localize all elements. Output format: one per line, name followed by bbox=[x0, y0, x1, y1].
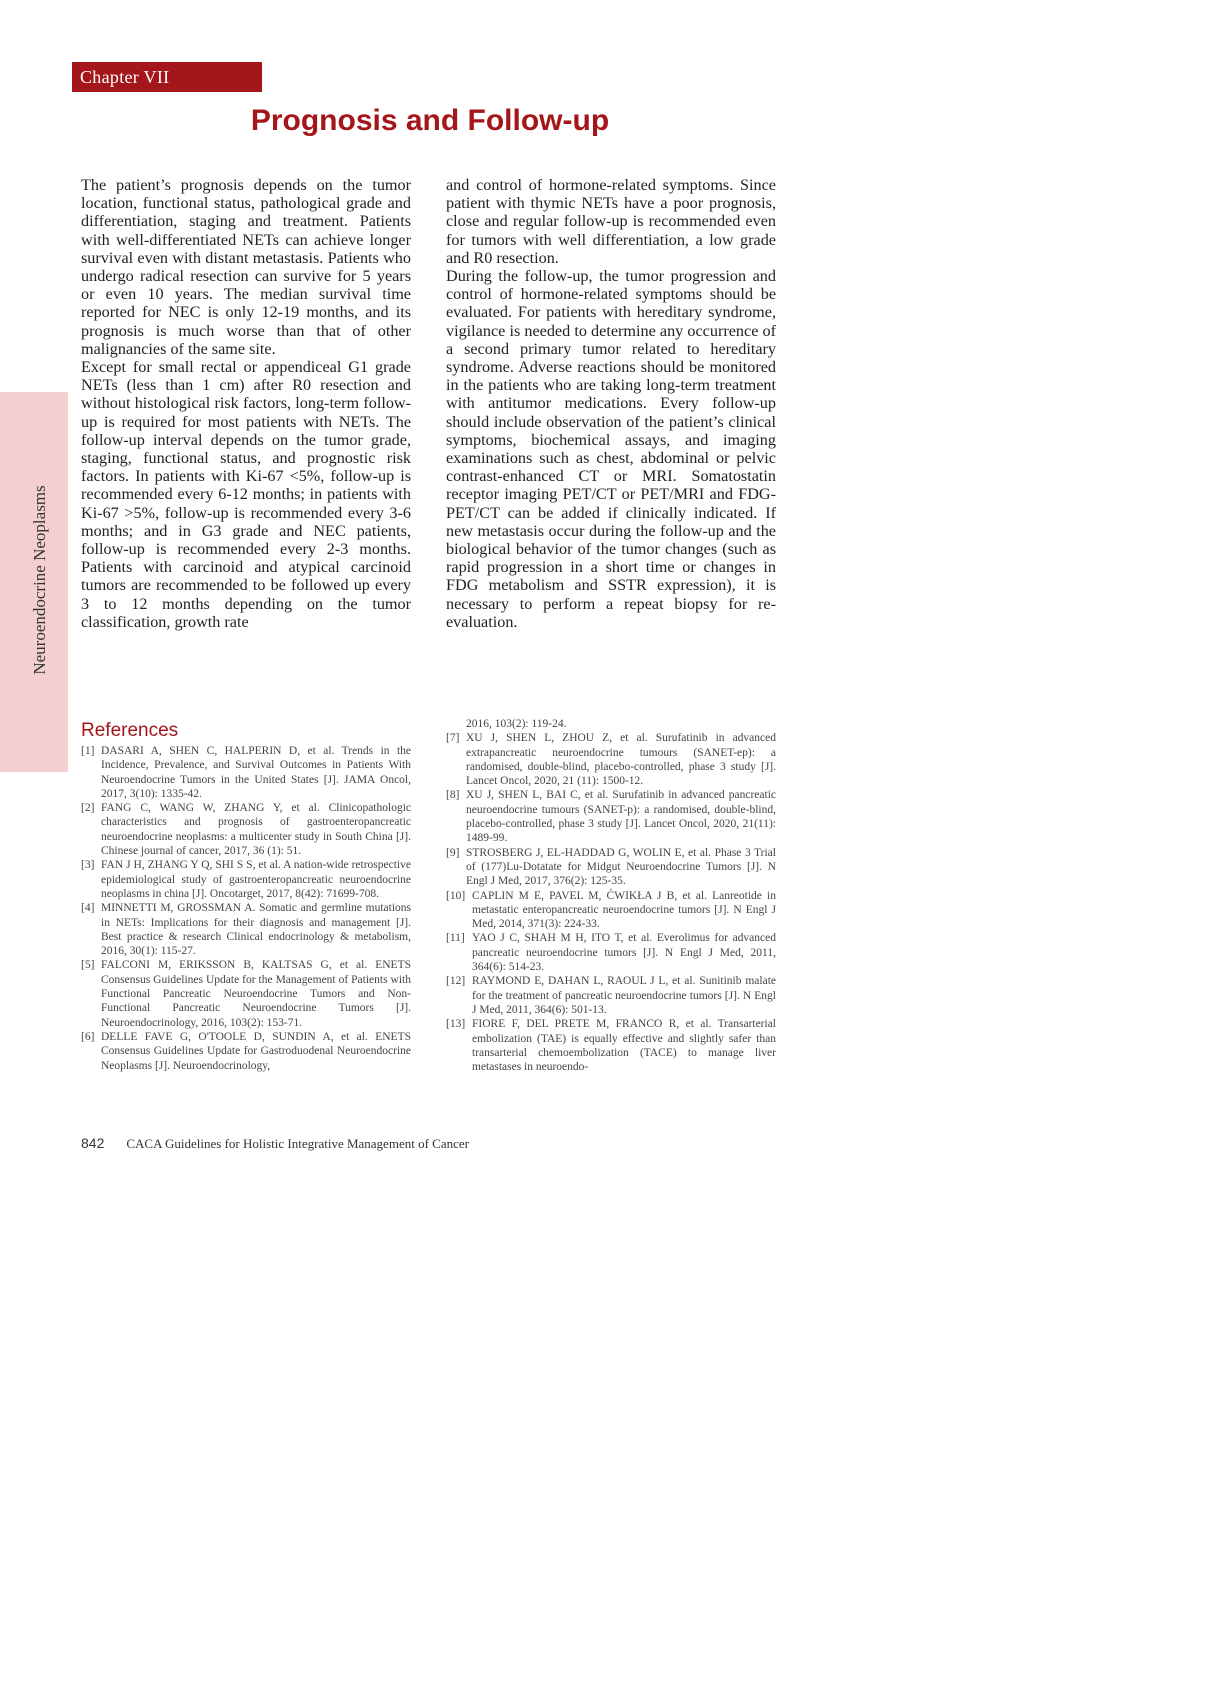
body-column-right bbox=[446, 176, 776, 631]
reference-text: RAYMOND E, DAHAN L, RAOUL J L, et al. Sunitinib malate for the treatment of pancreatic neuroendocrine tumors [J]. N Engl J Med, 2011, 364(6): 501-13. bbox=[472, 975, 776, 1016]
reference-text: DASARI A, SHEN C, HALPERIN D, et al. Trends in the Incidence, Prevalence, and Survival Outcomes in Patients With Neuroendocrine Tumors in the United States [J]. JAMA Oncol, 2017, 3(10): 1335-42. bbox=[101, 745, 411, 800]
reference-number: [13] bbox=[446, 1018, 466, 1031]
references-list-left bbox=[81, 744, 411, 1073]
reference-text: XU J, SHEN L, BAI C, et al. Surufatinib in advanced pancreatic neuroendocrine tumours (SANET-p): a randomised, double-blind, placebo-controlled, phase 3 study [J]. Lancet Oncol, 2020, 21(11): 1489-99. bbox=[466, 789, 776, 845]
reference-item bbox=[446, 1017, 776, 1074]
reference-text: FAN J H, ZHANG Y Q, SHI S S, et al. A nation-wide retrospective epidemiological study of gastroenteropancreatic neuroendocrine neoplasms in china [J]. Oncotarget, 2017, 8(42): 71699-708. bbox=[101, 859, 411, 900]
reference-item bbox=[81, 744, 411, 801]
reference-item bbox=[81, 858, 411, 901]
reference-number: [2] bbox=[81, 802, 95, 815]
page-number: 842 bbox=[81, 1135, 105, 1151]
reference-item bbox=[446, 788, 776, 845]
body-paragraph: During the follow-up, the tumor progression and control of hormone-related symptoms should be evaluated. For patients with hereditary syndrome, vigilance is needed to determine any occurrence of a second primary tumor related to hereditary syndrome. Adverse reactions should be monitored in the patients who are taking long-term treatment with antitumor medications. Every follow-up should include observation of the patient’s clinical symptoms, biochemical assays, and imaging examinations such as chest, abdominal or pelvic contrast-enhanced CT or MRI. Somatostatin receptor imaging PET/CT or PET/MRI and FDG-PET/CT can be added if clinically indicated. If new metastasis occur during the follow-up and the biological behavior of the tumor changes (such as rapid progression in a short time or changes in FDG metabolism and SSTR expression), it is necessary to perform a repeat biopsy for re-evaluation. bbox=[446, 267, 776, 631]
reference-number: [1] bbox=[81, 745, 95, 757]
page-title: Prognosis and Follow-up bbox=[250, 104, 610, 137]
body-paragraph: Except for small rectal or appendiceal G1 grade NETs (less than 1 cm) after R0 resection and without histological risk factors, long-term follow-up is required for most patients with NETs. The follow-up interval depends on the tumor grade, staging, functional status, and prognostic risk factors. In patients with Ki-67 <5%, follow-up is recommended every 6-12 months; in patients with Ki-67 >5%, follow-up is recommended every 3-6 months; and in G3 grade and NEC patients, follow-up is recommended every 2-3 months. Patients with carcinoid and atypical carcinoid tumors are recommended to be followed up every 3 to 12 months depending on the tumor classification, growth rate bbox=[81, 358, 411, 631]
reference-item bbox=[446, 974, 776, 1017]
body-paragraph: and control of hormone-related symptoms. Since patient with thymic NETs have a poor prognosis, close and regular follow-up is recommended even for tumors with well differentiation, a low grade and R0 resection. bbox=[446, 176, 776, 267]
reference-number: [12] bbox=[446, 975, 466, 988]
reference-number: [9] bbox=[446, 846, 460, 859]
reference-text: MINNETTI M, GROSSMAN A. Somatic and germline mutations in NETs: Implications for their diagnosis and management [J]. Best practice & research Clinical endocrinology & metabolism, 2016, 30(1): 115-27. bbox=[101, 902, 411, 958]
page-footer bbox=[81, 1135, 469, 1152]
reference-number: [5] bbox=[81, 959, 95, 972]
reference-text: CAPLIN M E, PAVEL M, ĆWIKŁA J B, et al. Lanreotide in metastatic enteropancreatic neuroendocrine tumors [J]. N Engl J Med, 2014, 371(3): 224-33. bbox=[472, 889, 776, 931]
reference-number: [8] bbox=[446, 789, 460, 802]
reference-continuation: 2016, 103(2): 119-24. bbox=[466, 718, 567, 730]
reference-number: [6] bbox=[81, 1030, 95, 1043]
reference-item bbox=[446, 731, 776, 788]
chapter-label: Chapter VII bbox=[72, 62, 262, 92]
reference-number: [7] bbox=[446, 732, 460, 745]
references-list-right bbox=[446, 717, 776, 1074]
reference-text: FALCONI M, ERIKSSON B, KALTSAS G, et al. ENETS Consensus Guidelines Update for the Management of Patients with Functional Pancreatic Neuroendocrine Tumors and Non-Functional Pancreatic Neuroendocrine Tumors [J]. Neuroendocrinology, 2016, 103(2): 153-71. bbox=[101, 959, 411, 1029]
reference-number: [3] bbox=[81, 859, 95, 872]
body-column-left bbox=[81, 176, 411, 631]
reference-number: [11] bbox=[446, 932, 465, 945]
reference-text: FANG C, WANG W, ZHANG Y, et al. Clinicopathologic characteristics and prognosis of gastroenteropancreatic neuroendocrine neoplasms: a multicenter study in South China [J]. Chinese journal of cancer, 2017, 36 (1): 51. bbox=[101, 802, 411, 858]
reference-item bbox=[446, 931, 776, 974]
reference-text: STROSBERG J, EL-HADDAD G, WOLIN E, et al. Phase 3 Trial of (177)Lu-Dotatate for Midgut Neuroendocrine Tumors [J]. N Engl J Med, 2017, 376(2): 125-35. bbox=[466, 846, 776, 888]
reference-item bbox=[446, 889, 776, 932]
reference-item bbox=[81, 958, 411, 1029]
body-paragraph: The patient’s prognosis depends on the tumor location, functional status, pathological grade and differentiation, staging and treatment. Patients with well-differentiated NETs can achieve longer survival even with distant metastasis. Patients who undergo radical resection can survive for 5 years or even 10 years. The median survival time reported for NEC is only 12-19 months, and its prognosis is much worse than that of other malignancies of the same site. bbox=[81, 176, 411, 358]
reference-text: XU J, SHEN L, ZHOU Z, et al. Surufatinib in advanced extrapancreatic neuroendocrine tumours (SANET-ep): a randomised, double-blind, placebo-controlled, phase 3 study [J]. Lancet Oncol, 2020, 21 (11): 1500-12. bbox=[466, 732, 776, 788]
book-title: CACA Guidelines for Holistic Integrative Management of Cancer bbox=[126, 1136, 469, 1151]
side-section-label: Neuroendocrine Neoplasms bbox=[30, 485, 49, 675]
reference-item bbox=[446, 846, 776, 889]
reference-text: DELLE FAVE G, O'TOOLE D, SUNDIN A, et al. ENETS Consensus Guidelines Update for Gastroduodenal Neuroendocrine Neoplasms [J]. Neuroendocrinology, bbox=[101, 1030, 411, 1072]
reference-item bbox=[81, 901, 411, 958]
references-heading: References bbox=[81, 720, 179, 741]
reference-item bbox=[81, 1030, 411, 1073]
reference-text: YAO J C, SHAH M H, ITO T, et al. Everolimus for advanced pancreatic neuroendocrine tumors [J]. N Engl J Med, 2011, 364(6): 514-23. bbox=[472, 932, 776, 974]
reference-number: [4] bbox=[81, 902, 95, 915]
reference-item bbox=[81, 801, 411, 858]
reference-number: [10] bbox=[446, 889, 466, 902]
reference-text: FIORE F, DEL PRETE M, FRANCO R, et al. Transarterial embolization (TAE) is equally effective and slightly safer than transarterial chemoembolization (TACE) to manage liver metastases in neuroendo- bbox=[472, 1018, 776, 1074]
